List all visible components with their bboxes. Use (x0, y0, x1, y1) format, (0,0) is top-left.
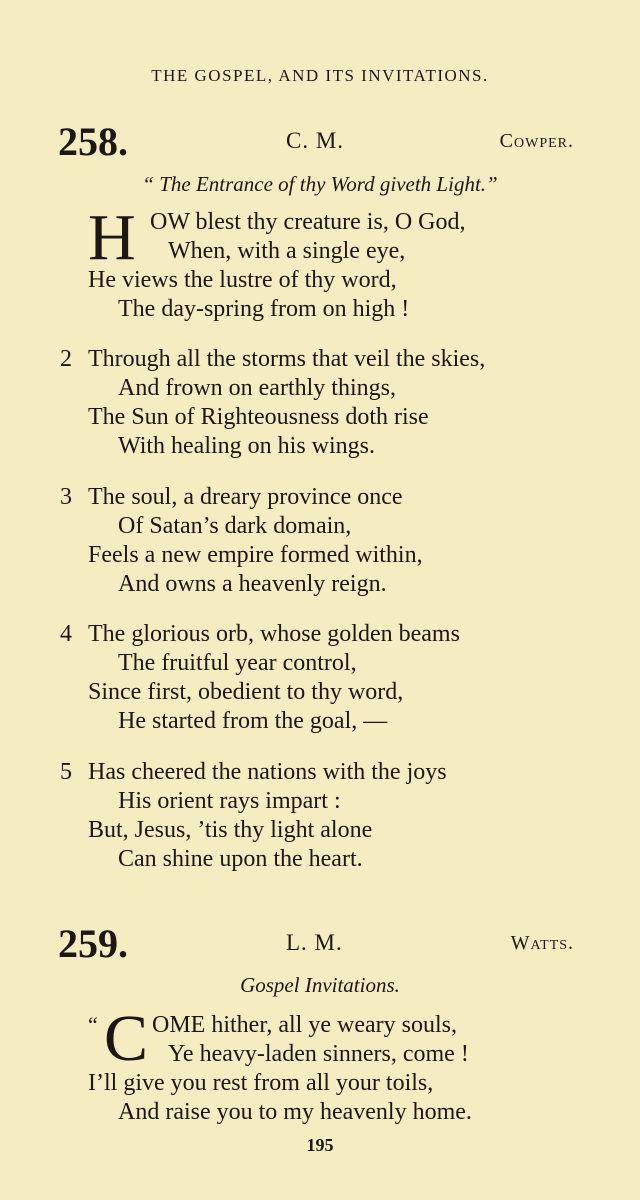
stanza-number: 2 (60, 346, 72, 372)
verse-line: I’ll give you rest from all your toils, (88, 1070, 434, 1096)
verse-line: And frown on earthly things, (118, 375, 396, 401)
verse-line: Of Satan’s dark domain, (118, 513, 352, 539)
verse-line: The Sun of Righteousness doth rise (88, 404, 429, 430)
verse-line: But, Jesus, ’tis thy light alone (88, 817, 373, 843)
stanza-number: 4 (60, 621, 72, 647)
verse-line: Since first, obedient to thy word, (88, 679, 404, 705)
verse-line: OW blest thy creature is, O God, (150, 209, 466, 235)
hymn-259-header (58, 920, 578, 970)
verse-line: OME hither, all ye weary souls, (152, 1012, 457, 1038)
verse-line: His orient rays impart : (118, 788, 341, 814)
hymn-meter: L. M. (286, 930, 343, 955)
stanza-number: 3 (60, 484, 72, 510)
verse-line: Has cheered the nations with the joys (88, 759, 447, 785)
hymn-meter: C. M. (286, 128, 345, 153)
drop-cap: H (88, 201, 136, 274)
verse-line: The fruitful year control, (118, 650, 357, 676)
verse-line: And owns a heavenly reign. (118, 571, 387, 597)
verse-line: When, with a single eye, (168, 238, 406, 264)
opening-quote: “ (88, 1012, 98, 1037)
stanza-number: 5 (60, 759, 72, 785)
hymn-259-subtitle: Gospel Invitations. (240, 973, 400, 997)
verse-line: Through all the storms that veil the skies, (88, 346, 486, 372)
page-number: 195 (306, 1135, 334, 1155)
drop-cap: C (104, 1002, 149, 1075)
verse-line: Ye heavy-laden sinners, come ! (168, 1041, 469, 1067)
verse-line: And raise you to my heavenly home. (118, 1099, 472, 1125)
hymn-258-header (58, 118, 578, 168)
verse-line: The soul, a dreary province once (88, 484, 403, 510)
verse-line: With healing on his wings. (118, 433, 376, 459)
verse-line: Feels a new empire formed within, (88, 542, 423, 568)
verse-line: The day-spring from on high ! (118, 296, 410, 322)
verse-line: He started from the goal, — (118, 708, 388, 734)
hymn-author: Watts. (510, 932, 574, 954)
hymn-258-subtitle: “ The Entrance of thy Word giveth Light.” (142, 172, 498, 196)
verse-line: The glorious orb, whose golden beams (88, 621, 460, 647)
verse-line: He views the lustre of thy word, (88, 267, 397, 293)
hymn-number: 259. (58, 921, 128, 966)
verse-line: Can shine upon the heart. (118, 846, 363, 872)
hymn-author: Cowper. (499, 130, 574, 152)
hymn-number: 258. (58, 119, 128, 164)
running-head: THE GOSPEL, AND ITS INVITATIONS. (151, 66, 489, 85)
